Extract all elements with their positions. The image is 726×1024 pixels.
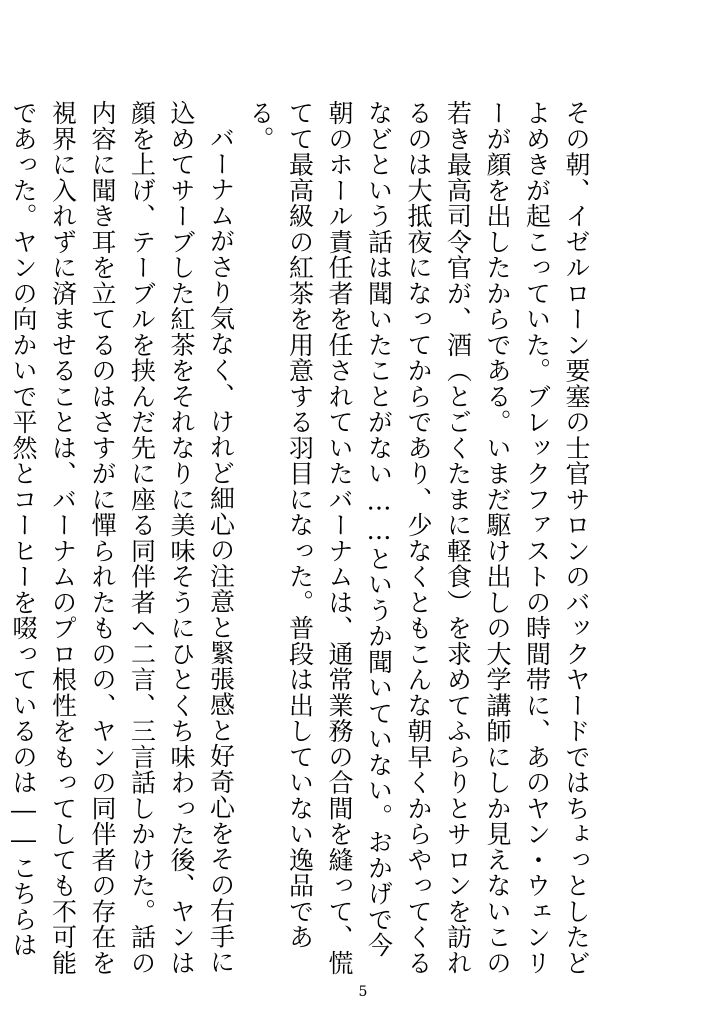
paragraph-1: その朝、イゼルローン要塞の士官サロンのバックヤードではちょっとしたどよめきが起こっていた。ブレックファストの時間帯に、あのヤン・ウェンリーが顔を出したからである。いまだ駆け出しの大学講師にしか見えないこの若き最高司令官が、酒（とごくたまに軽食）を求めてふらりとサロンを訪れるのは大抵夜になってからであり、少なくともこんな朝早くからやってくるなどという話は聞いたことがない……というか聞いていない。おかげで今朝のホール責任者を任されていたバーナムは、通常業務の合間を縫って、慌てて最高級の紅茶を用意する羽目になった。普段は出していない逸品である。 — [246, 100, 591, 976]
page-number: 5 — [358, 984, 368, 1000]
body-text — [0, 100, 596, 976]
paragraph-2: バーナムがさり気なく、けれど細心の注意と緊張感と好奇心をその右手に込めてサーブした紅茶をそれなりに美味そうにひとくち味わった後、ヤンは顔を上げ、テーブルを挟んだ先に座る同伴者へ二言、三言話しかけた。話の内容に聞き耳を立てるのはさすがに憚られたものの、ヤンの同伴者の存在を視界に入れずに済ませることは、バーナムのプロ根性をもってしても不可能であった。ヤンの向かいで平然とコーヒーを啜っているのは――こちらは — [9, 100, 236, 976]
